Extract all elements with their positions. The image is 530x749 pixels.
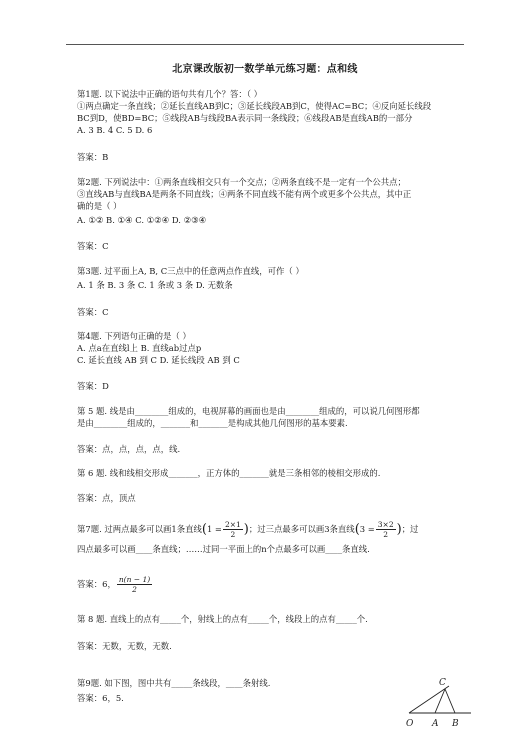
q3-answer: 答案：C xyxy=(77,307,109,317)
header-rule xyxy=(66,44,464,45)
figure-segment-cb xyxy=(445,689,455,713)
q7-text-c: ；过三点最多可以画3条直线 xyxy=(248,524,355,534)
q1-answer: 答案：B xyxy=(77,152,109,162)
q7-answer xyxy=(77,575,153,594)
q9-line-1: 第9题. 如下图，图中共有_____条线段，____条射线. xyxy=(77,678,271,688)
q1-line-3: BC到D，使BD=BC；⑤线段AB与线段BA表示同一条线段；⑥线段AB是直线AB的一部分 xyxy=(77,113,413,123)
q7-fraction-2 xyxy=(376,520,396,539)
q2-line-1: 第2题. 下列说法中：①两条直线相交只有一个交点；②两条直线不是一定有一个公共点； xyxy=(77,177,406,187)
q4-options-cd: C. 延长直线 AB 到 C D. 延长线段 AB 到 C xyxy=(77,355,240,365)
q5-answer: 答案：点，点，点，点，线. xyxy=(77,444,181,454)
q7-text-a: 第7题. 过两点最多可以画1条直线 xyxy=(77,524,202,534)
q7-answer-numerator: n(n − 1) xyxy=(118,575,151,584)
q7-fraction-2-denominator: 2 xyxy=(383,530,389,539)
q1-line-2: ①两点确定一条直线；②延长直线AB到C；③延长线段AB到C，使得AC=BC；④反向延长线段 xyxy=(77,101,432,111)
q9-answer: 答案：6，5. xyxy=(77,693,124,703)
q7-answer-denominator: 2 xyxy=(132,585,137,594)
q1-options: A. 3 B. 4 C. 5 D. 6 xyxy=(77,125,153,135)
q5-line-1: 第 5 题. 线是由________组成的，电视屏幕的画面也是由________组成的，可以说几何图形都 xyxy=(77,406,420,416)
q2-answer: 答案：C xyxy=(77,241,109,251)
q7-paren-close-1: ) xyxy=(243,522,249,537)
q4-answer: 答案：D xyxy=(77,381,109,391)
q7-fraction-1-denominator: 2 xyxy=(230,530,236,539)
q7-text-d: 3 = xyxy=(359,524,375,534)
q7-answer-prefix: 答案：6， xyxy=(77,579,116,589)
figure-label-c: C xyxy=(439,678,446,688)
q7-text-e: ；过 xyxy=(401,524,419,534)
q4-line-1: 第4题. 下列语句正确的是（ ） xyxy=(77,331,191,341)
q7-paren-open-2: ( xyxy=(354,522,360,537)
q8-answer: 答案：无数，无数，无数. xyxy=(77,641,172,651)
q2-line-2: ③直线AB与直线BA是两条不同直线；④两条不同直线不能有两个或更多个公共点，其中正 xyxy=(77,189,412,199)
q7-answer-fraction xyxy=(117,575,152,594)
q2-line-3: 确的是（ ） xyxy=(77,201,122,211)
figure-label-b: B xyxy=(452,719,459,729)
figure-label-o: O xyxy=(406,719,414,729)
page-title: 北京课改版初一数学单元练习题：点和线 xyxy=(172,64,358,75)
q1-line-1: 第1题. 以下说法中正确的语句共有几个？答：（ ） xyxy=(77,89,262,99)
figure-label-a: A xyxy=(432,719,439,729)
q2-options: A. ①② B. ①④ C. ①②④ D. ②③④ xyxy=(77,215,207,225)
q3-line-1: 第3题. 过平面上A, B, C三点中的任意两点作直线，可作（ ） xyxy=(77,266,304,276)
q7-paren-open-1: ( xyxy=(201,522,207,537)
q6-line-1: 第 6 题. 线和线相交形成_______，正方体的_______就是三条相邻的棱相交形成的. xyxy=(77,468,381,478)
q6-answer: 答案：点，顶点 xyxy=(77,493,136,503)
q7-paren-close-2: ) xyxy=(396,522,402,537)
rays-figure xyxy=(405,676,475,732)
figure-ray-oc xyxy=(409,686,449,713)
q5-line-2: 是由________组成的，_______和_______是构成其他几何图形的基本要素. xyxy=(77,418,348,428)
q7-fraction-1 xyxy=(223,520,243,539)
q7-text-b: 1 = xyxy=(206,524,222,534)
q7-line-1 xyxy=(77,520,418,539)
q8-line-1: 第 8 题. 直线上的点有_____个，射线上的点有_____个，线段上的点有_____个. xyxy=(77,614,368,624)
q7-fraction-1-numerator: 2×1 xyxy=(224,520,241,529)
q7-fraction-2-numerator: 3×2 xyxy=(377,520,394,529)
q3-options: A. 1 条 B. 3 条 C. 1 条或 3 条 D. 无数条 xyxy=(77,280,233,290)
q4-options-ab: A. 点a在直线l上 B. 直线ab过点p xyxy=(77,343,202,353)
q7-line-2: 四点最多可以画____条直线；……过同一平面上的n个点最多可以画____条直线. xyxy=(77,544,370,554)
